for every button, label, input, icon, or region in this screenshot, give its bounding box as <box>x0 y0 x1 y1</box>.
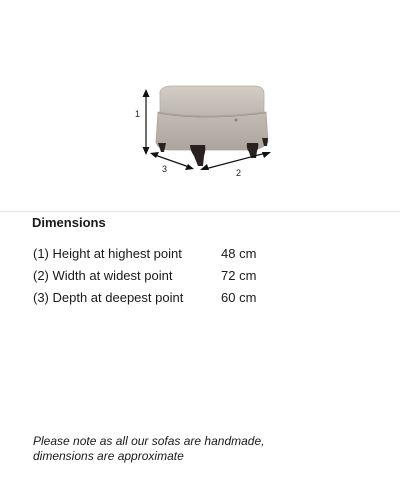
dimension-value: 60 cm <box>221 290 257 305</box>
note-line-2: dimensions are approximate <box>33 449 184 463</box>
width-marker: 2 <box>236 168 242 178</box>
dimension-label: (3) Depth at deepest point <box>33 290 184 305</box>
note-line-1: Please note as all our sofas are handmade, <box>33 434 265 448</box>
section-title: Dimensions <box>32 215 106 230</box>
depth-marker: 3 <box>162 164 168 174</box>
dimension-label: (1) Height at highest point <box>33 246 182 261</box>
dimension-row-width <box>33 266 333 288</box>
footstool-diagram <box>0 0 400 210</box>
dimension-label: (2) Width at widest point <box>33 268 173 283</box>
depth-arrow <box>150 152 194 170</box>
section-divider <box>0 211 400 212</box>
dimension-row-depth <box>33 288 333 310</box>
height-arrow <box>143 89 150 155</box>
height-marker: 1 <box>135 109 141 119</box>
leg-front-left <box>190 145 205 166</box>
dimension-value: 48 cm <box>221 246 257 261</box>
footstool-image <box>156 86 268 166</box>
dimensions-list <box>33 244 333 310</box>
dimension-value: 72 cm <box>221 268 257 283</box>
handmade-note <box>33 434 363 464</box>
product-dimension-figure <box>0 0 400 210</box>
dimension-row-height <box>33 244 333 266</box>
